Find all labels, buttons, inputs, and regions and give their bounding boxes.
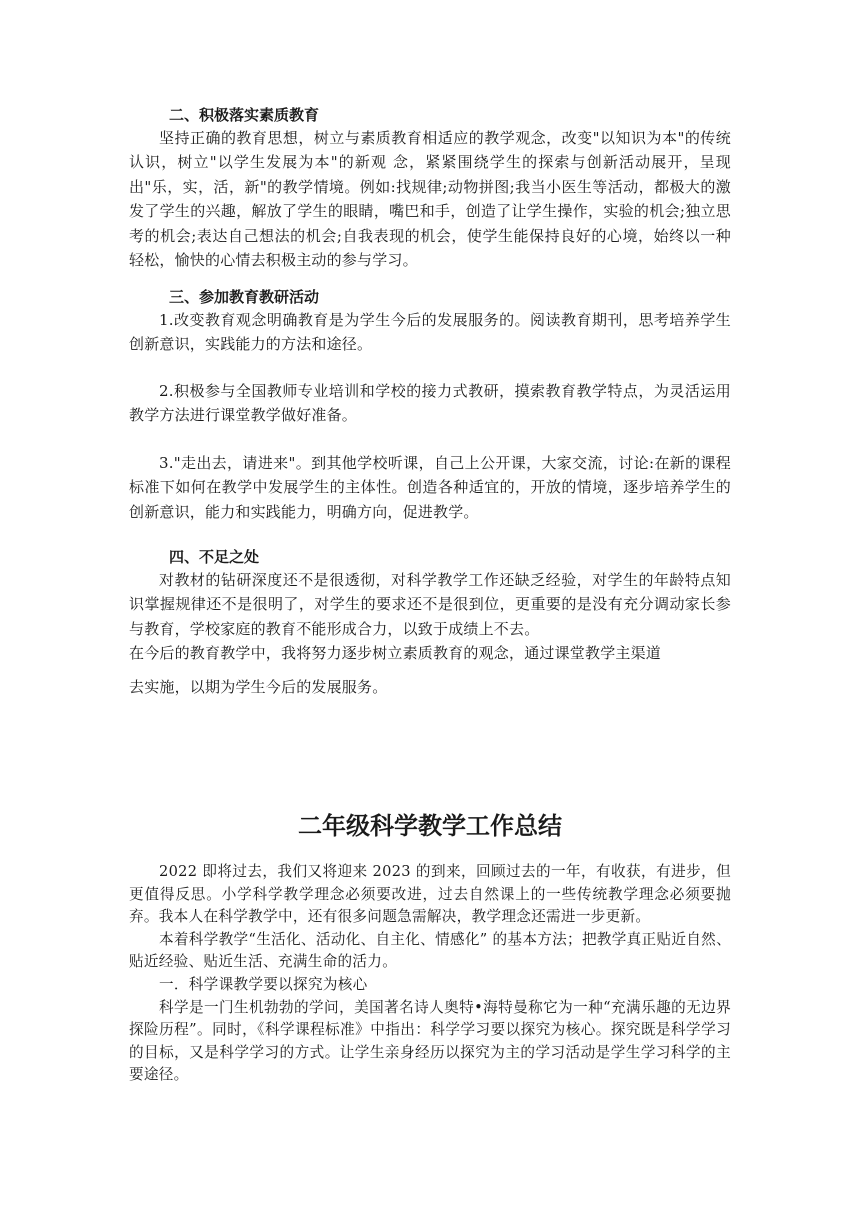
document-title: 二年级科学教学工作总结	[298, 812, 562, 840]
subsection-heading: 一．科学课教学要以探究为核心	[159, 975, 368, 993]
list-item: 1.改变教育观念明确教育是为学生今后的发展服务的。阅读教育期刊，思考培养学生创新意识，实践能力的方法和途径。	[129, 311, 731, 354]
method-paragraph: 本着科学教学“生活化、活动化、自主化、情感化” 的基本方法；把教学真正贴近自然、贴近经验、贴近生活、充满生命的活力。	[129, 930, 731, 971]
section-heading: 二、积极落实素质教育	[169, 106, 320, 124]
section-paragraph-continued: 在今后的教育教学中，我将努力逐步树立素质教育的观念，通过课堂教学主渠道	[129, 644, 662, 663]
summary-body	[129, 861, 731, 1087]
section-teaching-research-item-3	[129, 451, 731, 524]
section-teaching-research-item-2	[129, 379, 731, 428]
inquiry-paragraph: 科学是一门生机勃勃的学问，美国著名诗人奥特•海特曼称它为一种“充满乐趣的无边界探险历程”。同时，《科学课程标准》中指出：科学学习要以探究为核心。探究既是科学学习的目标，又是科学学习的方式。让学生亲身经历以探究为主的学习活动是学生学习科学的主要途径。	[129, 998, 731, 1084]
list-item: 2.积极参与全国教师专业培训和学校的接力式教研，摸索教育教学特点，为灵活运用教学方法进行课堂教学做好准备。	[129, 382, 731, 425]
intro-paragraph: 2022 即将过去，我们又将迎来 2023 的到来，回顾过去的一年，有收获，有进步，但更值得反思。小学科学教学理念必须要改进，过去自然课上的一些传统教学理念必须要抛弃。我本人在科学教学中，还有很多问题急需解决，教学理念还需进一步更新。	[129, 863, 731, 926]
section-shortcomings	[129, 546, 731, 699]
list-item: 3."走出去，请进来"。到其他学校听课，自己上公开课，大家交流，讨论:在新的课程标准下如何在教学中发展学生的主体性。创造各种适宜的，开放的情境，逐步培养学生的创新意识，能力和实践能力，明确方向，促进教学。	[129, 454, 731, 521]
section-quality-education	[129, 104, 731, 272]
section-paragraph: 对教材的钻研深度还不是很透彻，对科学教学工作还缺乏经验，对学生的年龄特点知识掌握规律还不是很明了，对学生的要求还不是很到位，更重要的是没有充分调动家长参与教育，学校家庭的教育不能形成合力，以致于成绩上不去。	[129, 571, 731, 638]
section-paragraph-last-line: 去实施，以期为学生今后的发展服务。	[129, 677, 388, 696]
section-heading: 四、不足之处	[169, 548, 260, 566]
section-paragraph: 坚持正确的教育思想，树立与素质教育相适应的教学观念，改变"以知识为本"的传统认识，树立"以学生发展为本"的新观 念，紧紧围绕学生的探索与创新活动展开，呈现出"乐，实，活，新"的教学情境。例如:找规律;动物拼图;我当小医生等活动，都极大的激发了学生的兴趣，解放了学生的眼睛，嘴巴和手，创造了让学生操作，实验的机会;独立思考的机会;表达自己想法的机会;自我表现的机会，使学生能保持良好的心境，始终以一种轻松，愉快的心情去积极主动的参与学习。	[129, 129, 731, 270]
section-teaching-research	[129, 286, 731, 357]
section-heading: 三、参加教育教研活动	[169, 288, 320, 306]
